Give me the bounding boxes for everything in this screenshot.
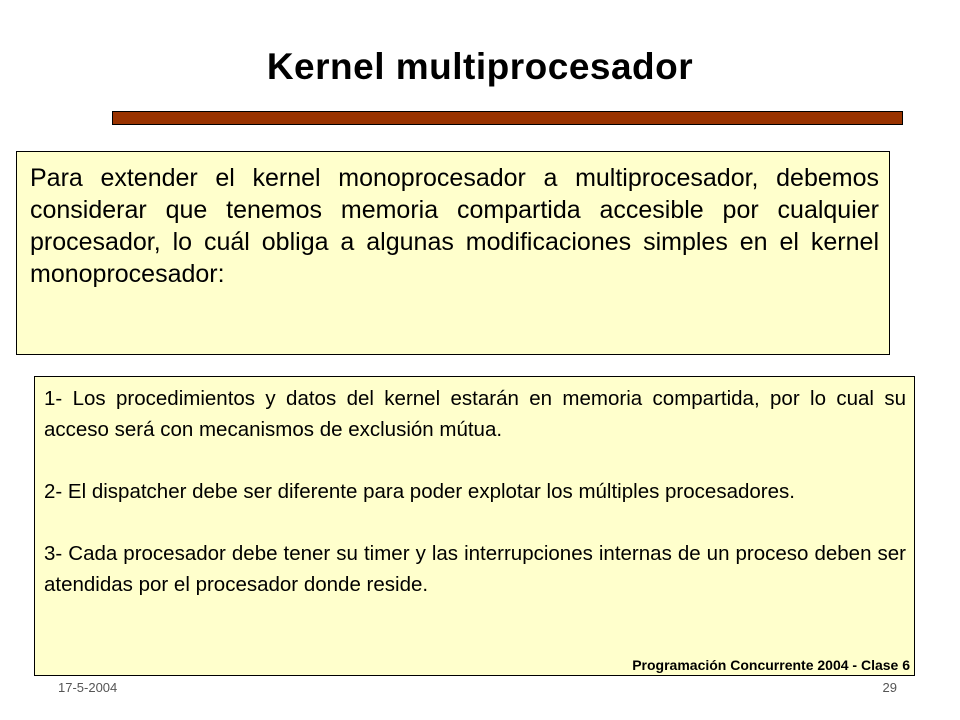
footer-date: 17-5-2004 [58, 680, 118, 695]
list-item: 2- El dispatcher debe ser diferente para poder explotar los múltiples procesadores. [44, 480, 795, 503]
footer-course: Programación Concurrente 2004 - Clase 6 [632, 657, 910, 673]
intro-text-box [16, 151, 890, 355]
list-item: 1- Los procedimientos y datos del kernel estarán en memoria compartida, por lo cual su acceso será con mecanismos de exclusión mútua. [44, 387, 906, 441]
modifications-list-box [34, 376, 915, 676]
footer-page-number: 29 [882, 680, 897, 695]
list-item: 3- Cada procesador debe tener su timer y las interrupciones internas de un proceso deben ser atendidas por el procesador donde reside. [44, 542, 906, 596]
intro-text: Para extender el kernel monoprocesador a multiprocesador, debemos considerar que tenemos memoria compartida accesible por cualquier procesador, lo cuál obliga a algunas modificaciones simples en el kernel monoprocesador: [30, 164, 879, 288]
title-rule [112, 111, 903, 125]
slide-title: Kernel multiprocesador [266, 46, 694, 87]
